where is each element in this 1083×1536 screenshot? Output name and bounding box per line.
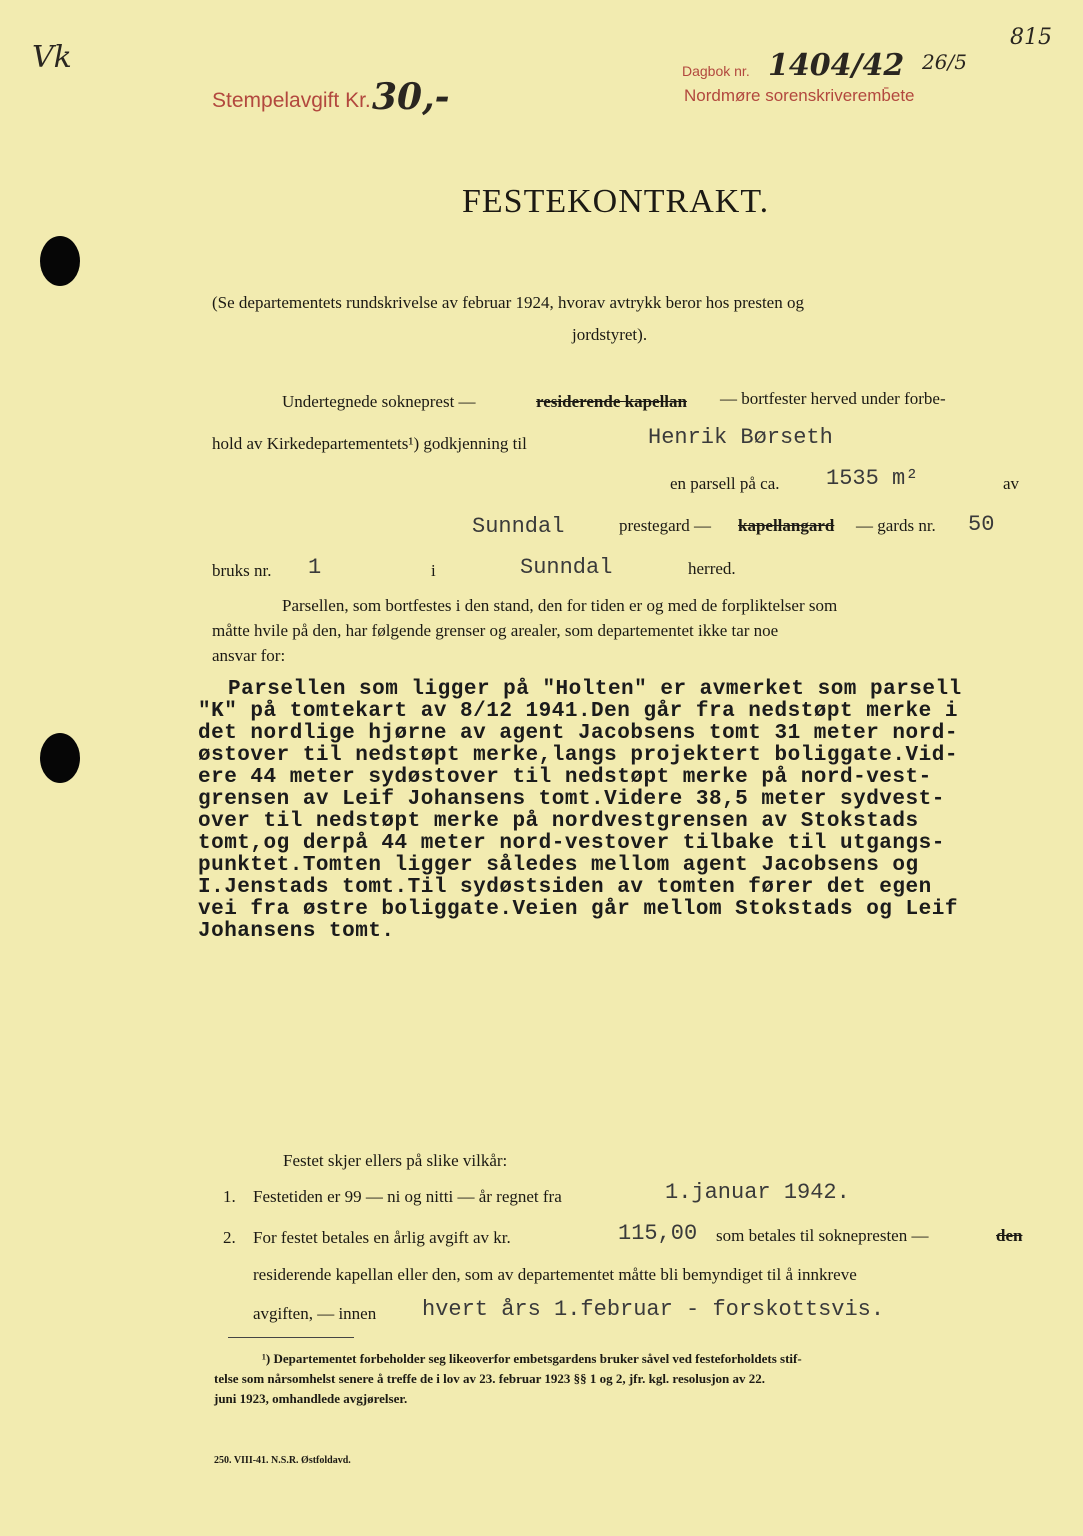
punch-hole (40, 733, 80, 783)
para1-text: en parsell på ca. (670, 474, 780, 493)
typed-line: grensen av Leif Johansens tomt.Videre 38,5 meter sydvest- (198, 788, 945, 811)
footnote-divider (228, 1337, 354, 1338)
journal-date: 26/5 (922, 50, 967, 74)
typed-line: det nordlige hjørne av agent Jacobsens tomt 31 meter nord- (198, 722, 958, 745)
para1-text: bruks nr. (212, 561, 272, 580)
condition-text: residerende kapellan eller den, som av departementet måtte bli bemyndiget til å innkreve (253, 1265, 857, 1284)
typed-line: punktet.Tomten ligger således mellom agent Jacobsens og (198, 854, 919, 877)
typed-line: ere 44 meter sydøstover til nedstøpt merke på nord-vest- (198, 766, 932, 789)
para1-text: — bortfester herved under forbe- (720, 389, 946, 408)
para1-text: prestegard — (619, 516, 712, 535)
para2-line: ansvar for: (212, 646, 286, 665)
payment-due: hvert års 1.februar - forskottsvis. (422, 1297, 885, 1322)
para1-text: herred. (688, 559, 736, 578)
stamp-fee-label: Stempelavgift Kr. (212, 89, 371, 112)
annual-fee: 115,00 (618, 1221, 698, 1246)
typed-line: Parsellen som ligger på "Holten" er avmerket som parsell (228, 678, 962, 701)
page-title: FESTEKONTRAKT. (462, 183, 770, 220)
typed-line: over til nedstøpt merke på nordvestgrensen av Stokstads (198, 810, 919, 833)
typed-line: tomt,og derpå 44 meter nord-vestover tilbake til utgangs- (198, 832, 945, 855)
page-number: 815 (1010, 25, 1052, 50)
typed-line: vei fra østre boliggate.Veien går mellom Stokstads og Leif (198, 898, 958, 921)
footnote-line: juni 1923, omhandlede avgjørelser. (214, 1391, 408, 1406)
para1-text: hold av Kirkedepartementets¹) godkjenning til (212, 434, 527, 453)
tenant-name: Henrik Børseth (648, 425, 833, 450)
court-office: Nordmøre sorenskriveremb̄ete (684, 86, 915, 105)
bruks-number: 1 (308, 555, 322, 580)
condition-text: avgiften, — innen (253, 1304, 377, 1323)
para1-text: av (1003, 474, 1020, 493)
para1-text: i (431, 561, 436, 580)
footnote-line: telse som nårsomhelst senere å treffe de i lov av 23. februar 1923 §§ 1 og 2, jfr. kgl. resolusjon av 22. (214, 1371, 766, 1386)
para1-text: Undertegnede sokneprest — (282, 392, 476, 411)
struck-text: kapellangard (738, 516, 835, 535)
gards-number: 50 (968, 512, 995, 537)
lease-start-date: 1.januar 1942. (665, 1180, 850, 1205)
conditions-lead: Festet skjer ellers på slike vilkår: (283, 1151, 508, 1170)
stamp-fee-amount: 30,- (372, 76, 450, 118)
parcel-area: 1535 m² (826, 466, 919, 491)
typed-line: I.Jenstads tomt.Til sydøstsiden av tomten fører det egen (198, 876, 932, 899)
punch-hole (40, 236, 80, 286)
footnote-line: ¹) Departementet forbeholder seg likeoverfor embetsgardens bruker såvel ved festeforholdets stif- (262, 1351, 802, 1366)
corner-initials: Vk (32, 40, 72, 75)
parish-name: Sunndal (472, 514, 565, 539)
intro-line: jordstyret). (572, 325, 648, 344)
condition-text: Festetiden er 99 — ni og nitti — år regnet fra (253, 1187, 562, 1206)
journal-label: Dagbok nr. (682, 63, 750, 79)
struck-text: den (996, 1226, 1023, 1245)
para2-line: Parsellen, som bortfestes i den stand, den for tiden er og med de forpliktelser som (282, 596, 838, 615)
parish-name: Sunndal (520, 555, 613, 580)
typed-line: Johansens tomt. (198, 920, 395, 943)
para2-line: måtte hvile på den, har følgende grenser og arealer, som departementet ikke tar noe (212, 621, 779, 640)
condition-number: 1. (223, 1187, 236, 1206)
printer-imprint: 250. VIII-41. N.S.R. Østfoldavd. (214, 1455, 351, 1466)
condition-number: 2. (223, 1228, 236, 1247)
typed-line: østover til nedstøpt merke,langs projektert boliggate.Vid- (198, 744, 958, 767)
para1-text: — gards nr. (856, 516, 936, 535)
condition-text: For festet betales en årlig avgift av kr. (253, 1228, 511, 1247)
typed-line: "K" på tomtekart av 8/12 1941.Den går fra nedstøpt merke i (198, 700, 958, 723)
intro-line: (Se departementets rundskrivelse av februar 1924, hvorav avtrykk beror hos presten og (212, 293, 804, 312)
condition-text: som betales til soknepresten — (716, 1226, 929, 1245)
struck-text: residerende kapellan (536, 392, 687, 411)
journal-number: 1404/42 (768, 48, 905, 83)
